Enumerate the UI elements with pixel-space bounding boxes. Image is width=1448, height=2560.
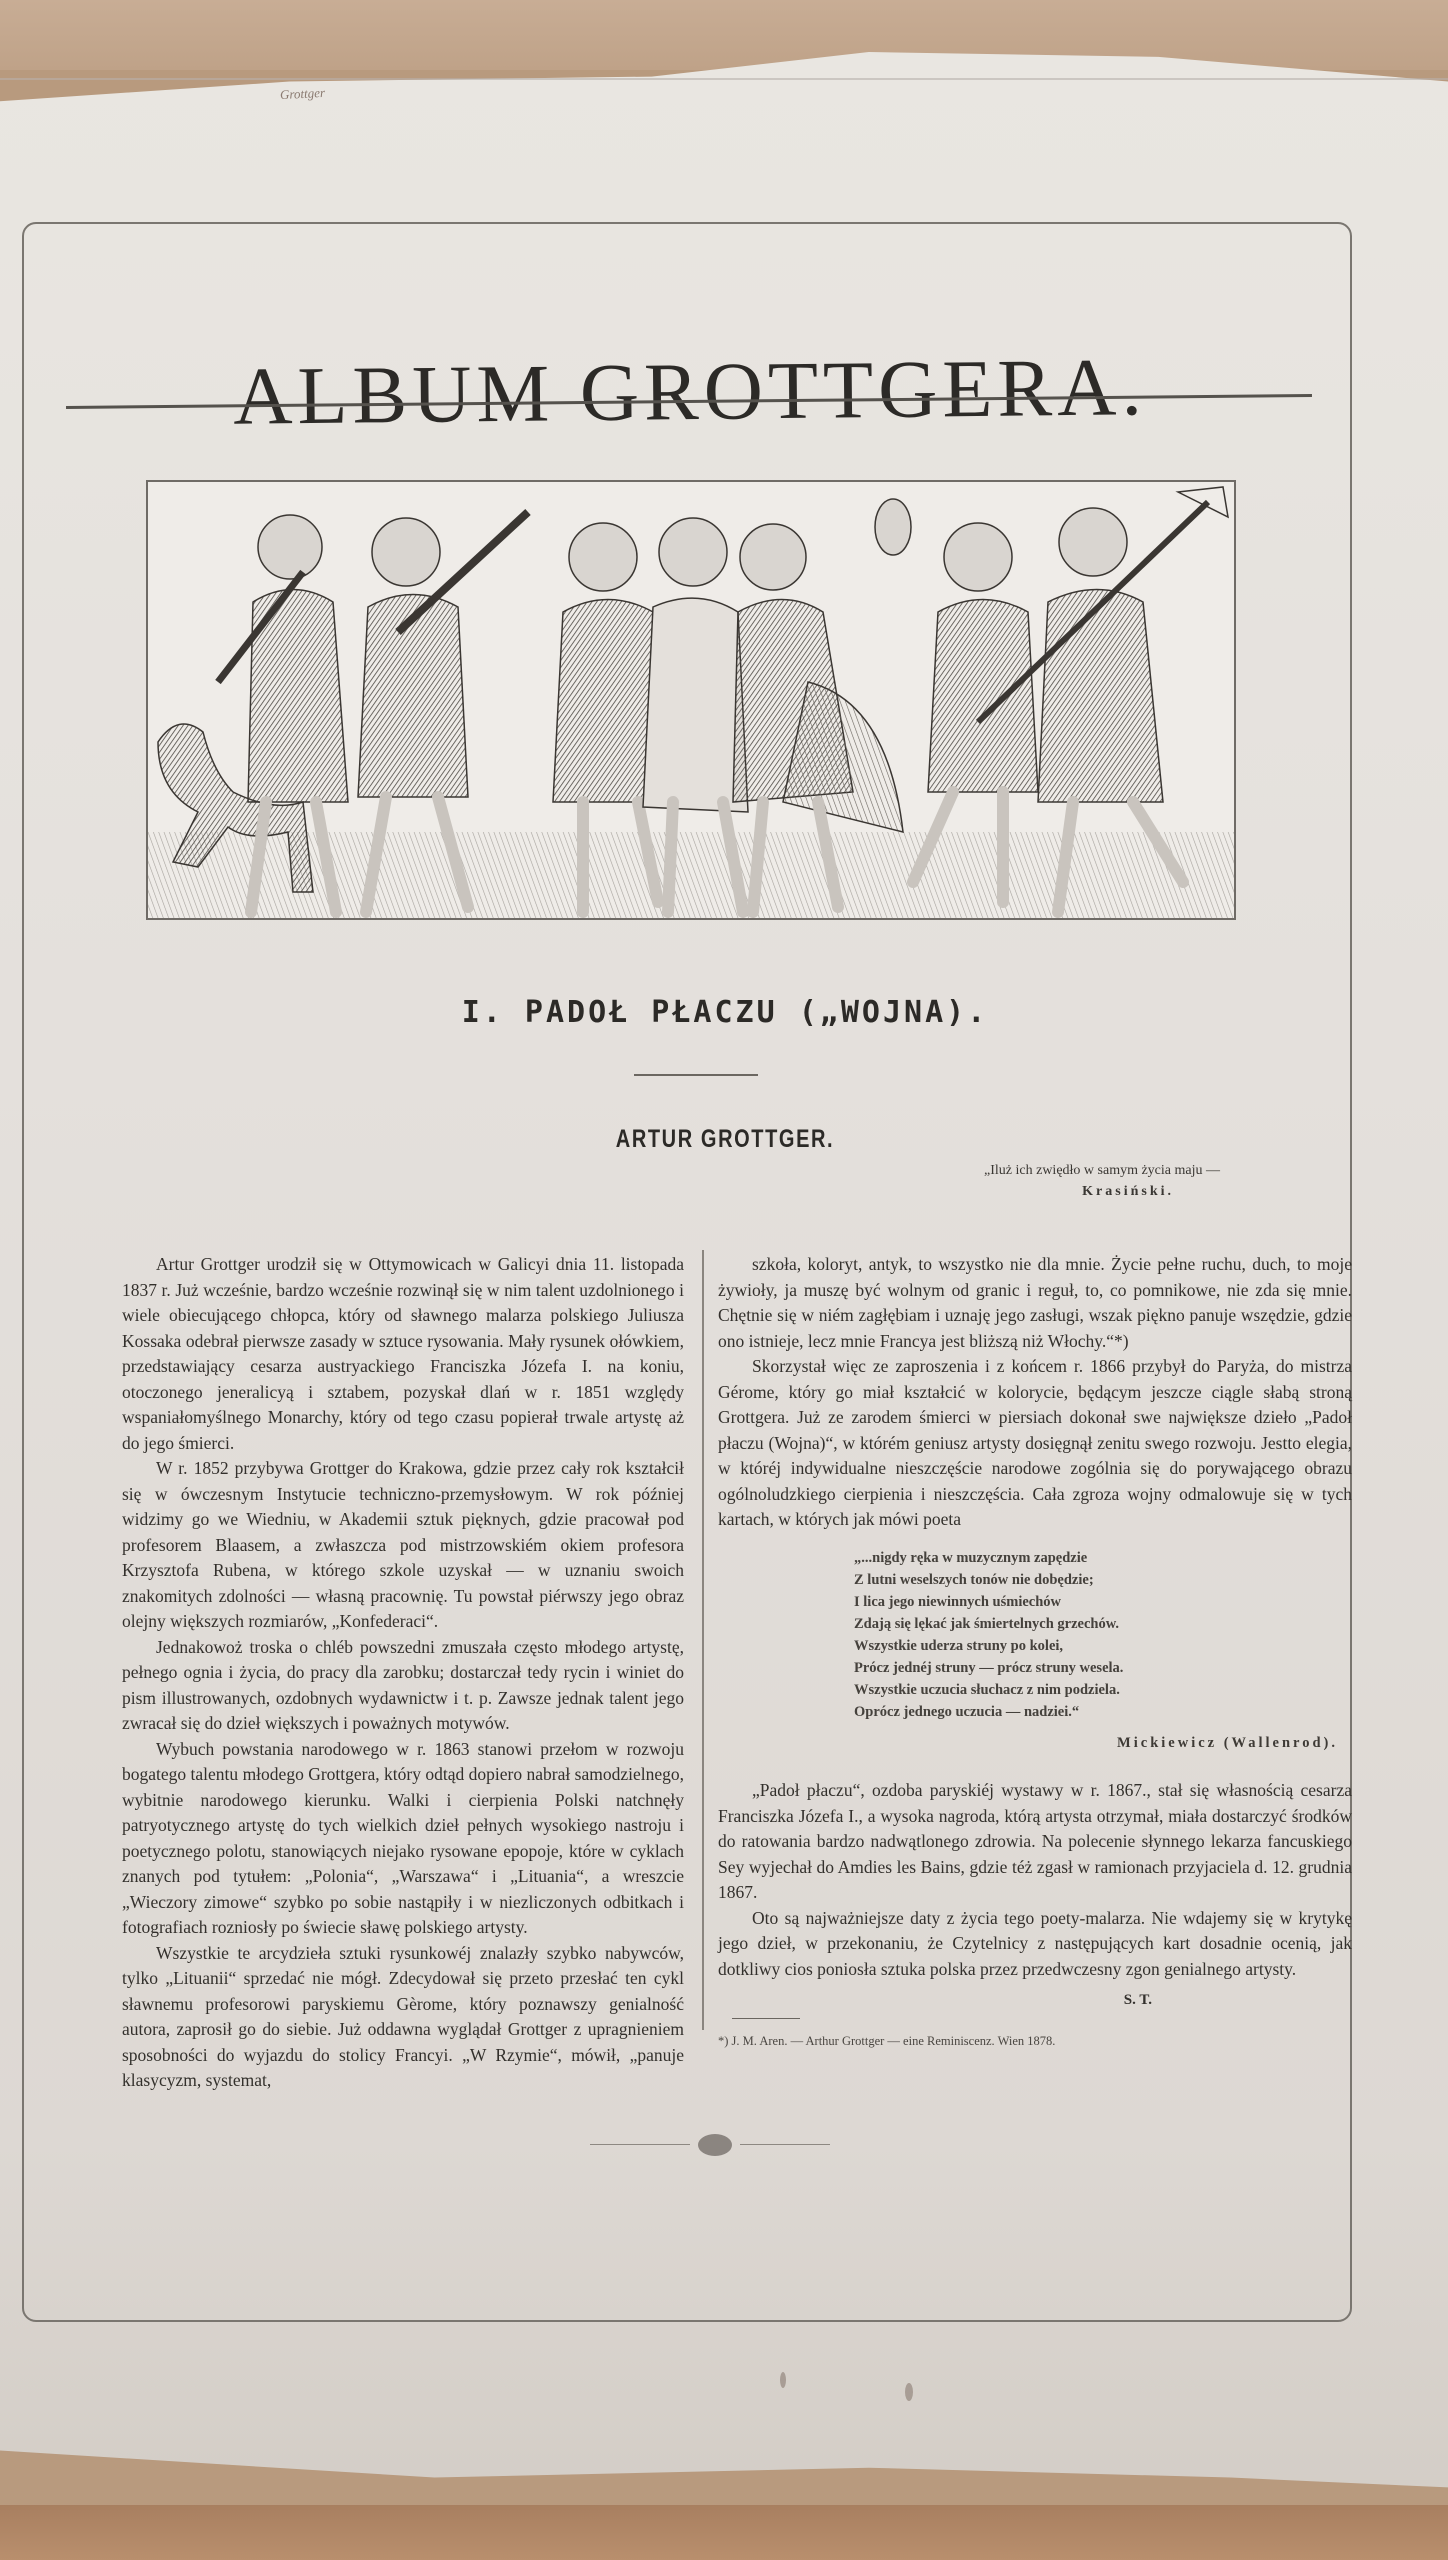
paragraph: Oto są najważniejsze daty z życia tego poety-malarza. Nie wdajemy się w krytykę jego dzieł, w przekonaniu, że Czytelnicy z następujących kart dosadnie ocenią, jak dotkliwy cios poniosła sztuka polska przez przedwczesny zgon genialnego artysty. [718,1907,1352,1979]
paper-stain [905,2383,913,2401]
poem-line: Zdają się lękać jak śmiertelnych grzechów. [854,1615,1119,1632]
chapter-heading: I. PADOŁ PŁACZU („WOJNA). [461,995,989,1030]
right-text-column [718,1252,1352,2054]
poem-line: Prócz jednéj struny — prócz struny wesela. [854,1659,1124,1676]
engraving-illustration [146,480,1236,920]
footnote: *) J. M. Aren. — Arthur Grottger — eine Reminiscenz. Wien 1878. [718,2033,1056,2048]
epigraph-author: Krasiński. [1082,1184,1174,1199]
author-heading: ARTUR GROTTGER. [615,1125,835,1153]
children-procession-image [148,482,1234,918]
paragraph: Wybuch powstania narodowego w r. 1863 stanowi przełom w rozwoju bogatego talentu młodego Grottgera, który odtąd dopiero nabrał samodzielnego, wybitnie narodowego kierunku. Walki i cierpienia Polski natchnęły patryotycznego artystę do tych wielkich dzieł pełnych wysokiego nastroju i poetycznego polotu, stanowiących niejako rysowane epopoje, które w cyklach znanych pod tytułem: „Polonia“, „Warszawa“ i „Lituania“, a wreszcie „Wieczory zimowe“ szybko po sobie nastąpiły i w niezliczonych odbitkach i fotografiach rozniosły po świecie sławę polskiego artysty. [122,1738,684,1937]
poem-line: Z lutni weselszych tonów nie dobędzie; [854,1571,1094,1588]
page-title: ALBUM GROTTGERA. [232,341,1148,442]
poem-quote [854,1547,1352,1723]
decorative-ornament [590,2130,830,2160]
paragraph: Artur Grottger urodził się w Ottymowicach w Galicyi dnia 11. listopada 1837 r. Już wcześnie, bardzo wcześnie rozwinął się w nim talent uzdolnionego i wiele obiecującego chłopca, który od sławnego malarza polskiego Juliusza Kossaka odebrał pierwsze zasady w sztuce rysowania. Mały rysunek ołówkiem, przedstawiający cesarza austryackiego Franciszka Józefa I. na koniu, otoczonego jeneralicyą i sztabem, pozyskał dlań w r. 1851 względy wspaniałomyślnego Monarchy, który od tego czasu popierał trwale artystę aż do jego śmierci. [122,1254,684,1453]
table-background-bottom [0,2505,1448,2560]
author-initials: S. T. [1123,1992,1152,2008]
paragraph: Jednakowoż troska o chléb powszedni zmuszała często młodego artystę, pełnego ognia i życia, do pracy dla zarobku; dostarczał tedy rycin i winiet do pism illustrowanych, ozdobnych wydawnictw i t. p. Zawsze jednak talent jego zwracał się do dzieł większych i poważnych motywów. [122,1636,684,1733]
paragraph: Wszystkie te arcydzieła sztuki rysunkowéj znalazły szybko nabywców, tylko „Lituanii“ sprzedać nie mógł. Zdecydował się przeto przesłać ten cykl sławnemu profesorowi paryskiemu Gèrome, który poznawszy genialność autora, zaprosił go do siebie. Już oddawna wyglądał Grottger z upragnieniem sposobności do wyjazdu do stolicy Francyi. „W Rzymie“, mówił, „panuje klasycyzm, systemat, [122,1942,684,2090]
poem-line: Wszystkie uczucia słuchacz z nim podziela. [854,1681,1120,1698]
pencil-annotation: Grottger [279,84,326,103]
poem-line: Oprócz jednego uczucia — nadziei.“ [854,1703,1080,1720]
footnote-divider [732,2018,800,2019]
ornament-line-left [590,2144,690,2145]
paragraph: Skorzystał więc ze zaproszenia i z końcem r. 1866 przybył do Paryża, do mistrza Gérome, który go miał kształcić w kolorycie, będącym jeszcze ciągle słabą stroną Grottgera. Już ze zarodem śmierci w piersiach dokonał swe największe dzieło „Padoł płaczu (Wojna)“, w którém geniusz artysty dosięgnął zenitu swego rozwoju. Jestto elegia, w któréj indywidualne nieszczęście narodowe zogólnia się do porywającego obrazu ogólnoludzkiego cierpienia i nieszczęścia. Cała zgroza wojny odmalowuje się w tych kartach, w których jak mówi poeta [718,1356,1352,1529]
epigraph-line: „Iluż ich zwiędło w samym życia maju — [984,1163,1220,1178]
left-text-column [122,1252,684,2094]
epigraph [880,1160,1220,1202]
poem-line: Wszystkie uderza struny po kolei, [854,1637,1064,1654]
ornament-line-right [740,2144,830,2145]
paper-curled-edge [0,60,1448,80]
paragraph: szkoła, koloryt, antyk, to wszystko nie dla mnie. Życie pełne ruchu, duch, to moje żywioły, ja muszę być wolnym od granic i reguł, to, co pomnikowe, nie zda się mnie. Chętnie się w niém zagłębiam i uznaję jego zasługi, wszak piękno panuje wszędzie, gdzie ono istnieje, lecz mnie Francya jest bliższą niż Włochy.“*) [718,1254,1352,1351]
ornament-flourish-icon [698,2134,732,2156]
poem-line: I lica jego niewinnych uśmiechów [854,1593,1062,1610]
paragraph: W r. 1852 przybywa Grottger do Krakowa, gdzie przez cały rok kształcił się w ówczesnym Instytucie techniczno-przemysłowym. W rok później widzimy go we Wiedniu, w Akademii sztuk pięknych, gdzie pracował pod profesorem Blaasem, a zwłaszcza pod mistrzowskiém okiem profesora Krzysztofa Rubena, w którego szkole uzyskał — w uznaniu swoich znakomitych zdolności — własną pracownię. Tu powstał piérwszy jego obraz olejny większych rozmiarów, „Konfederaci“. [122,1458,684,1631]
poem-line: „...nigdy ręka w muzycznym zapędzie [854,1549,1088,1566]
paper-stain [780,2372,786,2388]
paragraph: „Padoł płaczu“, ozdoba paryskiéj wystawy w r. 1867., stał się własnością cesarza Franciszka Józefa I., a wysoka nagroda, którą artysta otrzymał, miała dostarczyć środków do ratowania bardzo nadwątlonego zdrowia. Na polecenie słynnego lekarza fancuskiego Sey wyjechał do Amdies les Bains, gdzie téż zgasł w ramionach przyjaciela d. 12. grudnia 1867. [718,1780,1352,1902]
heading-divider [634,1074,758,1076]
poem-attribution: Mickiewicz (Wallenrod). [1117,1734,1338,1751]
column-divider [702,1250,704,2030]
